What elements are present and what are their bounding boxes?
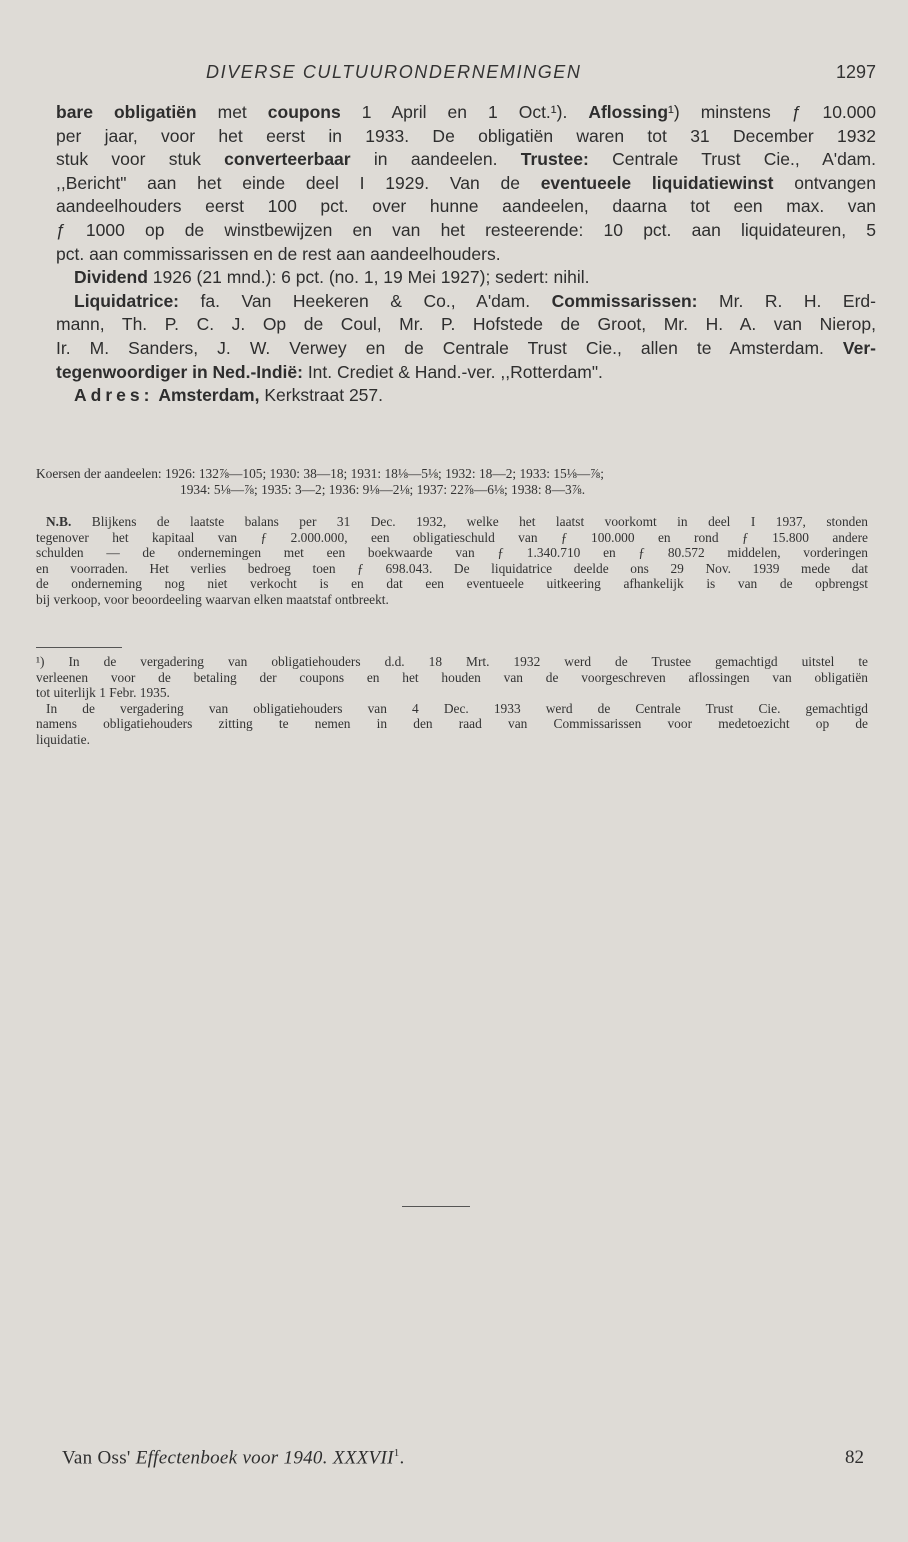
text-line: bij verkoop, voor beoordeeling waarvan elken maatstaf ontbreekt. [36,591,389,607]
footer-period: . [399,1447,405,1469]
bold-term: Commissarissen: [551,290,698,311]
text-line [56,148,876,172]
page-footer [62,1447,864,1473]
text-line [36,514,868,530]
text-line: 1934: 5⅛—⅞; 1935: 3—2; 1936: 9⅛—2⅛; 1937: 22⅞—6⅛; 1938: 8—3⅞. [180,481,586,497]
page-number: 1297 [835,62,876,82]
bold-term: Aflossing [588,102,669,122]
address-label: Adres: [74,385,154,406]
text-line: ¹) In de vergadering van obligatiehouders d.d. 18 Mrt. 1932 werd de Trustee gemachtigd uitstel te [36,654,868,669]
footnote [36,654,868,748]
text-span: ,,Bericht" aan het einde deel I 1929. Van de [56,172,541,193]
text-span: 1926 (21 mnd.): 6 pct. (no. 1, 19 Mei 1927); sedert: nihil. [147,267,590,288]
nb-label: N.B. [46,514,72,529]
main-text [56,101,876,408]
sheet-signature: 82 [845,1447,864,1468]
text-span: Ir. M. Sanders, J. W. Verwey en de Centrale Trust Cie., allen te Amsterdam. [56,337,843,358]
share-prices [36,466,868,497]
text-span: met [196,102,268,122]
bold-term: bare obligatiën [56,102,197,122]
text-line: mann, Th. P. C. J. Op de Coul, Mr. P. Hofstede de Groot, Mr. H. A. van Nierop, [56,314,876,335]
text-line: namens obligatiehouders zitting te nemen in den raad van Commissarissen voor medetoezicht op de [36,716,868,732]
running-title: DIVERSE CULTUURONDERNEMINGEN [206,62,582,82]
text-line [56,266,876,290]
text-span: ontvangen [773,172,876,193]
text-line: Koersen der aandeelen: 1926: 132⅞—105; 1930: 38—18; 1931: 18⅛—5⅛; 1932: 18—2; 1933: 15⅛—⅞; [36,466,604,481]
text-line [56,101,876,125]
text-span: stuk voor stuk [56,149,225,170]
text-line [56,290,876,314]
bold-term: tegenwoordiger in Ned.-Indië: [56,361,303,382]
text-line: tegenover het kapitaal van ƒ 2.000.000, een obligatieschuld van ƒ 100.000 en rond ƒ 15.800 andere [36,529,868,545]
text-span: 1 April en 1 Oct.¹). [340,102,589,122]
bold-term: Ver- [842,337,876,358]
bold-term: eventueele liquidatiewinst [540,172,774,193]
nota-bene [36,514,868,608]
footer-imprint [62,1447,405,1469]
bold-term: coupons [267,102,341,122]
text-span: fa. Van Heekeren & Co., A'dam. [179,290,552,311]
text-line: tot uiterlijk 1 Febr. 1935. [36,685,170,701]
text-span: in aandeelen. [350,149,521,170]
text-span: Centrale Trust Cie., A'dam. [588,149,876,170]
bold-term: Amsterdam, [158,385,260,406]
book-part: 1 [393,1447,400,1459]
section-divider [402,1206,470,1207]
text-line [56,384,876,408]
text-line: verleenen voor de betaling der coupons en het houden van de voorgeschreven aflossingen van obligatiën [36,669,868,685]
text-line [56,337,876,361]
book-title: Effectenboek voor 1940. XXXVII [135,1447,394,1469]
text-line: pct. aan commissarissen en de rest aan aandeelhouders. [56,243,501,264]
text-span: Blijkens de laatste balans per 31 Dec. 1932, welke het laatst voorkomt in deel I 1937, stonden [71,514,868,529]
text-line: per jaar, voor het eerst in 1933. De obligatiën waren tot 31 December 1932 [56,125,876,146]
text-line: de onderneming nog niet verkocht is en dat een eventueele uitkeering afhankelijk is van de opbrengst [36,576,868,592]
text-line: In de vergadering van obligatiehouders van 4 Dec. 1933 werd de Centrale Trust Cie. gemachtigd [46,700,868,716]
bold-term: converteerbaar [224,149,351,170]
text-span: Kerkstraat 257. [259,385,384,406]
text-span: Mr. R. H. Erd- [697,290,876,311]
text-line: ƒ 1000 op de winstbewijzen en van het resteerende: 10 pct. aan liquidateuren, 5 [56,219,876,240]
running-header [56,62,876,88]
text-line: schulden — de ondernemingen met een boekwaarde van ƒ 1.340.710 en ƒ 80.572 middelen, vorderingen [36,545,868,561]
bold-term: Dividend [74,267,148,288]
bold-term: Trustee: [520,149,589,170]
text-line: en voorraden. Het verlies bedroeg toen ƒ 698.043. De liquidatrice deelde ons 29 Nov. 1939 mede dat [36,560,868,576]
text-line: liquidatie. [36,731,90,747]
publisher-name: Van Oss' [62,1447,136,1469]
footnote-divider [36,647,122,648]
text-line [56,172,876,196]
bold-term: Liquidatrice: [74,290,180,311]
text-line: aandeelhouders eerst 100 pct. over hunne aandeelen, daarna tot een max. van [56,196,876,217]
text-span: ¹) minstens ƒ 10.000 [668,102,876,122]
text-line [56,361,876,385]
text-span: Int. Crediet & Hand.-ver. ,,Rotterdam". [302,361,603,382]
